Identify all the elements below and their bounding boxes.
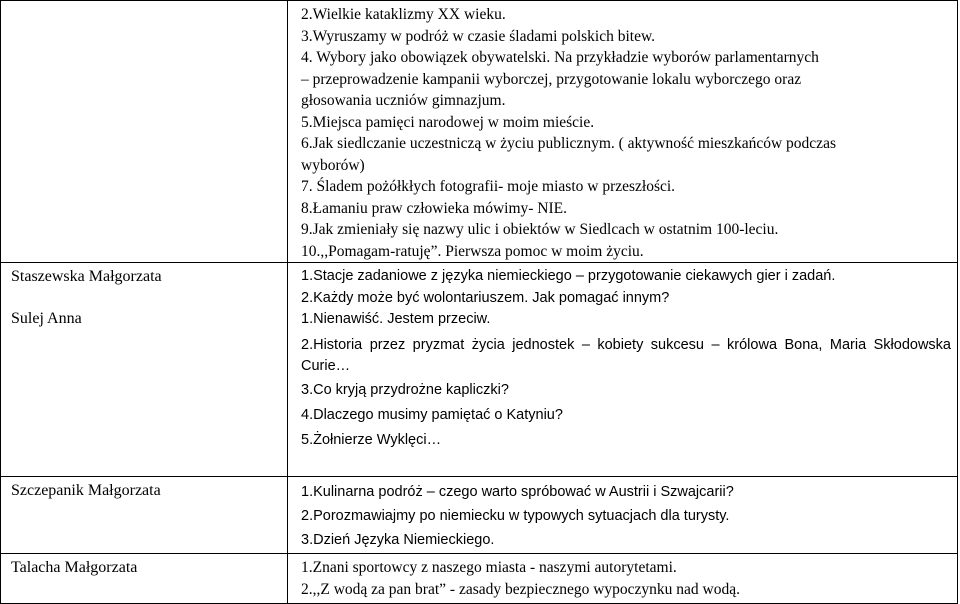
- topic-item: 2.Wielkie kataklizmy XX wieku.: [301, 6, 506, 23]
- topic-item: 10.,,Pomagam-ratuję”. Pierwsza pomoc w moim życiu.: [301, 242, 644, 260]
- topic-item: głosowania uczniów gimnazjum.: [301, 92, 506, 109]
- teacher-cell: [1, 263, 288, 477]
- teacher-cell: [1, 1, 288, 263]
- topic-item: 2.Historia przez pryzmat życia jednostek – kobiety sukcesu – królowa Bona, Maria Skłodowska Curie…: [301, 336, 951, 374]
- topic-item: – przeprowadzenie kampanii wyborczej, przygotowanie lokalu wyborczego oraz: [301, 70, 802, 88]
- teacher-name: Talacha Małgorzata: [11, 559, 138, 576]
- topic-item: 7. Śladem pożółkłych fotografii- moje miasto w przeszłości.: [301, 178, 676, 195]
- topic-item: 3.Wyruszamy w podróż w czasie śladami polskich bitew.: [301, 27, 656, 45]
- teacher-name: Szczepanik Małgorzata: [11, 482, 161, 499]
- topic-item: 1.Stacje zadaniowe z języka niemieckiego – przygotowanie ciekawych gier i zadań.: [301, 268, 836, 284]
- topics-cell: [288, 477, 958, 554]
- topic-item: 2.Porozmawiajmy po niemiecku w typowych sytuacjach dla turysty.: [301, 508, 730, 524]
- topic-item: 2.Każdy może być wolontariuszem. Jak pomagać innym?: [301, 289, 670, 306]
- table-row: [1, 477, 958, 554]
- topic-item: 2.,,Z wodą za pan brat” - zasady bezpiecznego wypoczynku nad wodą.: [301, 580, 740, 598]
- topic-item: 9.Jak zmieniały się nazwy ulic i obiektów w Siedlcach w ostatnim 100-leciu.: [301, 221, 779, 238]
- topic-item: 1.Kulinarna podróż – czego warto spróbować w Austrii i Szwajcarii?: [301, 484, 734, 500]
- topics-cell: [288, 1, 958, 263]
- topic-item: 3.Co kryją przydrożne kapliczki?: [301, 381, 509, 398]
- topic-item: 6.Jak siedlczanie uczestniczą w życiu publicznym. ( aktywność mieszkańców podczas: [301, 135, 836, 152]
- teacher-cell: [1, 554, 288, 604]
- topic-item: 1.Znani sportowcy z naszego miasta - naszymi autorytetami.: [301, 559, 677, 576]
- table-row: [1, 263, 958, 477]
- topics-cell: [288, 263, 958, 477]
- topic-item: 3.Dzień Języka Niemieckiego.: [301, 532, 495, 548]
- topic-item: 1.Nienawiść. Jestem przeciw.: [301, 311, 491, 327]
- topic-item: 5.Miejsca pamięci narodowej w moim mieście.: [301, 113, 595, 131]
- table-row: [1, 1, 958, 263]
- teacher-name: Staszewska Małgorzata: [11, 268, 162, 285]
- topic-item: 5.Żołnierze Wyklęci…: [301, 431, 442, 448]
- teacher-name: Sulej Anna: [11, 310, 82, 327]
- topics-cell: [288, 554, 958, 604]
- topic-item: wyborów): [301, 156, 365, 174]
- topic-item: 4.Dlaczego musimy pamiętać o Katyniu?: [301, 406, 563, 423]
- topic-item: 8.Łamaniu praw człowieka mówimy- NIE.: [301, 199, 567, 217]
- topic-item: 4. Wybory jako obowiązek obywatelski. Na przykładzie wyborów parlamentarnych: [301, 49, 819, 66]
- table-row: [1, 554, 958, 604]
- teacher-cell: [1, 477, 288, 554]
